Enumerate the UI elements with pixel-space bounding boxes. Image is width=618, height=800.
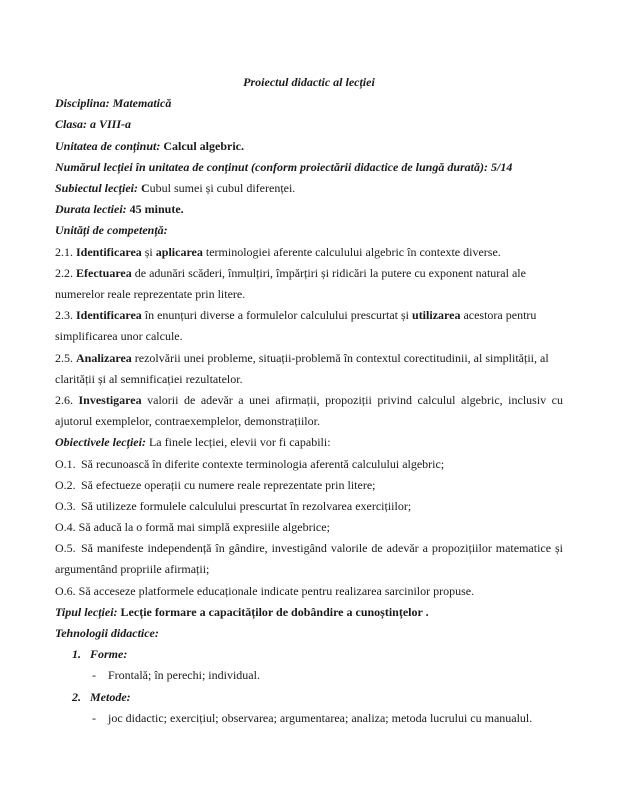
competence-item [55,305,563,347]
competence-text: valorii de adevăr a unei afirmații, propoziții privind calculul algebric, inclusiv cu ajutorul exemplelor, contraexemplelor, demonstrațiilor. [55,392,563,429]
dash-bullet: - [92,710,96,725]
tehnologii-list [55,644,563,729]
objective-item [55,475,563,496]
section-label: Forme: [90,647,128,662]
objective-code: O.5. [55,541,76,556]
competence-code: 2.5. [55,350,76,365]
durata-line [55,199,563,220]
competence-text: rezolvării unei probleme, situații-problemă în contextul corectitudinii, al simplității, al clarității și al semnificației rezultatelor. [55,350,549,386]
numarul-line: Numărul lecției în unitatea de conținut (conform proiectării didactice de lungă durată): 5/14 [55,159,513,174]
objective-item [55,454,563,475]
subiectul-line [55,178,563,199]
section-number: 1. [72,647,81,662]
disciplina-line: Disciplina: Matematică [55,96,172,111]
obiective-line [55,432,563,453]
competence-text: și [141,244,156,259]
competence-code: 2.3. [55,308,76,323]
competence-text: terminologiei aferente calculului algebric în contexte diverse. [202,244,501,259]
objective-code: O.2. [55,477,76,492]
objective-code: O.3. [55,498,76,513]
competence-keyword: utilizarea [412,308,461,323]
durata-label: Durata lectiei: [55,202,127,217]
section-number: 2. [72,689,81,704]
obiective-label: Obiectivele lecției: [55,435,146,450]
tipul-line [55,602,563,623]
competence-item [55,263,563,305]
competence-keyword: Analizarea [76,350,132,365]
tehnologii-section-heading [55,644,563,665]
competence-code: 2.6. [55,392,79,407]
obiective-intro: La finele lecției, elevii vor fi capabili: [145,435,331,450]
tehnologii-section-heading [55,687,563,708]
objective-text: Să aducă la o formă mai simplă expresiile algebrice; [78,520,330,535]
competence-item [55,348,563,390]
tehnologii-section-item [55,708,563,729]
competente-heading: Unități de competență: [55,223,168,238]
competence-item [55,390,563,432]
competence-code: 2.1. [55,244,76,259]
objective-item [55,496,563,517]
tehnologii-section-item [55,665,563,686]
competence-keyword: Identificarea [76,244,142,259]
objective-text: Să recunoască în diferite contexte terminologia aferentă calculului algebric; [81,456,445,471]
competence-text: de adunări scăderi, înmulțiri, împărțiri și ridicări la putere cu exponent natural ale numerelor reale reprezentate prin litere. [55,265,526,301]
section-label: Metode: [90,689,131,704]
subiectul-value: ubul sumei și cubul diferenței. [149,180,296,195]
objective-text: Să efectueze operații cu numere reale reprezentate prin litere; [81,477,376,492]
section-item-text: Frontală; în perechi; individual. [108,668,260,683]
document-title: Proiectul didactic al lecției [243,75,375,89]
competence-keyword: aplicarea [155,244,203,259]
durata-value: 45 minute. [126,202,184,217]
competence-keyword: Efectuarea [76,265,132,280]
section-item-text: joc didactic; exercițiul; observarea; argumentarea; analiza; metoda lucrului cu manualul. [108,710,533,725]
unitatea-line [55,136,563,157]
clasa-line: Clasa: a VIII-a [55,117,132,132]
objective-code: O.6. [55,583,76,598]
objective-code: O.1. [55,456,76,471]
objective-text: Să acceseze platformele educaționale indicate pentru realizarea sarcinilor propuse. [78,583,475,598]
competence-code: 2.2. [55,265,76,280]
subiectul-label: Subiectul lecției: [55,180,138,195]
competence-text: acestora pentru simplificarea unor calcule. [55,308,537,344]
objective-code: O.4. [55,520,76,535]
objective-text: Să utilizeze formulele calculului prescurtat în rezolvarea exercițiilor; [81,498,412,513]
competence-keyword: Identificarea [76,308,142,323]
tehnologii-heading: Tehnologii didactice: [55,626,159,641]
objective-item [55,538,563,580]
unitatea-value: Calcul algebric. [160,138,244,153]
competente-list [55,242,563,433]
competence-keyword: Investigarea [78,392,142,407]
tipul-label: Tipul lecției: [55,604,118,619]
unitatea-label: Unitatea de conținut: [55,138,161,153]
subiectul-value-initial: C [138,180,150,195]
document-page [55,72,563,729]
objective-item [55,517,563,538]
objective-text: Să manifeste independență în gândire, investigând valorile de adevăr a propozițiilor matematice și argumentând propriile afirmații; [55,541,563,577]
obiective-list [55,454,563,602]
objective-item [55,581,563,602]
competence-item [55,242,563,263]
competence-text: în enunțuri diverse a formulelor calculului prescurtat și [141,308,413,323]
tipul-value: Lecție formare a capacităților de dobândire a cunoștințelor . [117,604,429,619]
dash-bullet: - [92,668,96,683]
